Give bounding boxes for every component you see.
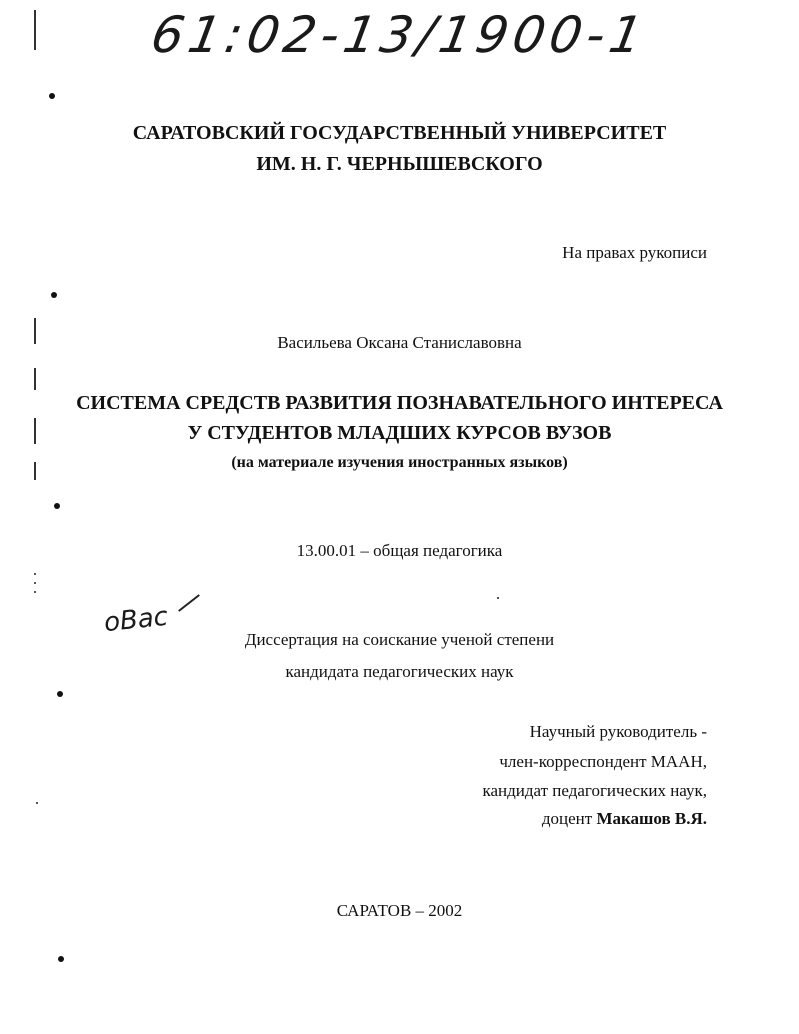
dissertation-title-line2: У СТУДЕНТОВ МЛАДШИХ КУРСОВ ВУЗОВ <box>187 422 612 444</box>
degree-line1: Диссертация на соискание ученой степени <box>244 630 555 649</box>
author-name: Васильева Оксана Станиславовна <box>277 333 522 352</box>
supervisor-name: Макашов В.Я. <box>596 809 707 828</box>
scan-dot <box>51 292 57 298</box>
archive-code-handwritten: 61:02-13/1900-1 <box>146 6 652 64</box>
supervisor-rank: доцент <box>541 809 593 828</box>
degree-line2: кандидата педагогических наук <box>285 662 514 681</box>
dissertation-title-line1: СИСТЕМА СРЕДСТВ РАЗВИТИЯ ПОЗНАВАТЕЛЬНОГО ИНТЕРЕСА <box>76 392 723 414</box>
university-patron: ИМ. Н. Г. ЧЕРНЫШЕВСКОГО <box>256 153 543 175</box>
scan-speck <box>34 582 36 584</box>
scan-speck <box>34 573 36 575</box>
supervisor-degree: кандидат педагогических наук, <box>482 781 707 800</box>
signature-stroke <box>178 594 200 612</box>
signature-handwritten: оВас <box>102 601 170 639</box>
scan-dot <box>58 956 64 962</box>
supervisor-name-line <box>542 809 707 829</box>
scan-dot <box>49 93 55 99</box>
university-name: САРАТОВСКИЙ ГОСУДАРСТВЕННЫЙ УНИВЕРСИТЕТ <box>132 122 667 144</box>
scan-dot <box>54 503 60 509</box>
scan-speck <box>36 802 38 804</box>
supervisor-title: член-корреспондент МААН, <box>499 752 707 771</box>
city-year: САРАТОВ – 2002 <box>336 901 463 920</box>
scan-edge-line <box>34 10 36 50</box>
manuscript-note: На правах рукописи <box>562 243 707 262</box>
scan-speck <box>34 591 36 593</box>
supervisor-label: Научный руководитель - <box>529 722 707 741</box>
scan-dot <box>57 691 63 697</box>
scan-edge-line <box>34 368 36 390</box>
specialty: 13.00.01 – общая педагогика <box>296 541 503 560</box>
dissertation-subtitle: (на материале изучения иностранных языков) <box>231 454 568 471</box>
scan-speck <box>497 597 499 599</box>
